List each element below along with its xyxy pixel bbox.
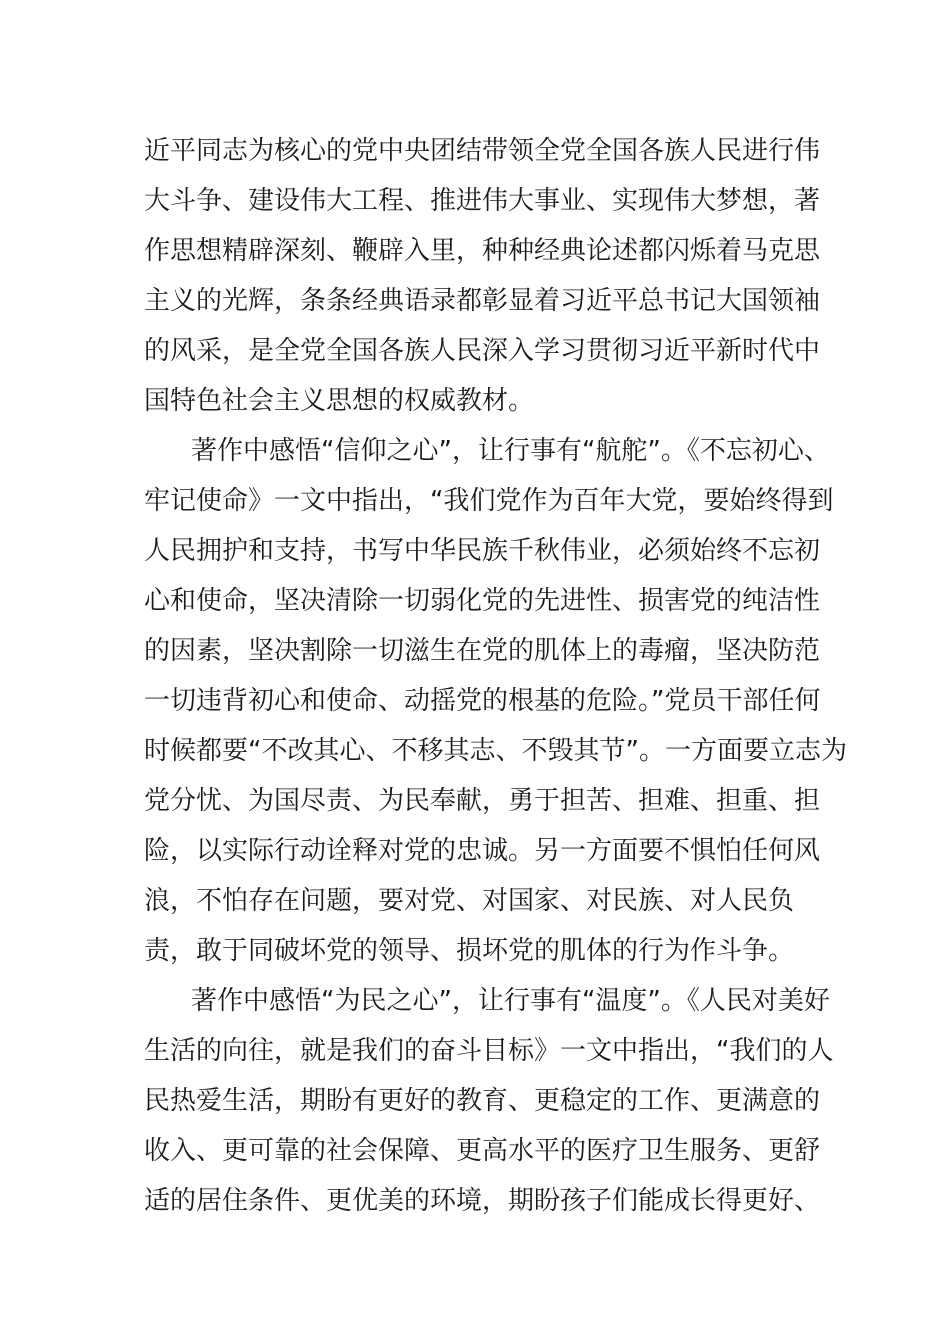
text-line: 民热爱生活，期盼有更好的教育、更稳定的工作、更满意的 <box>144 1086 821 1116</box>
text-line: 人民拥护和支持，书写中华民族千秋伟业，必须始终不忘初 <box>144 536 821 566</box>
text-line: 险，以实际行动诠释对党的忠诚。另一方面要不惧怕任何风 <box>144 836 821 866</box>
text-line: 主义的光辉，条条经典语录都彰显着习近平总书记大国领袖 <box>144 286 821 316</box>
text-line: 收入、更可靠的社会保障、更高水平的医疗卫生服务、更舒 <box>144 1136 821 1166</box>
text-line: 时候都要“不改其心、不移其志、不毁其节”。一方面要立志为 <box>144 736 847 766</box>
paragraph-first-line: 著作中感悟“为民之心”，让行事有“温度”。《人民对美好 <box>191 986 830 1016</box>
paragraph-first-line: 著作中感悟“信仰之心”，让行事有“航舵”。《不忘初心、 <box>191 436 830 466</box>
text-line: 生活的向往，就是我们的奋斗目标》一文中指出，“我们的人 <box>144 1036 834 1066</box>
text-line: 党分忧、为国尽责、为民奉献，勇于担苦、担难、担重、担 <box>144 786 821 816</box>
text-line: 大斗争、建设伟大工程、推进伟大事业、实现伟大梦想，著 <box>144 186 821 216</box>
text-line: 一切违背初心和使命、动摇党的根基的危险。”党员干部任何 <box>144 686 821 716</box>
text-line: 牢记使命》一文中指出，“我们党作为百年大党，要始终得到 <box>144 486 834 516</box>
text-line: 作思想精辟深刻、鞭辟入里，种种经典论述都闪烁着马克思 <box>144 236 821 266</box>
text-line: 心和使命，坚决清除一切弱化党的先进性、损害党的纯洁性 <box>144 586 821 616</box>
text-line: 适的居住条件、更优美的环境，期盼孩子们能成长得更好、 <box>144 1186 821 1216</box>
text-line: 近平同志为核心的党中央团结带领全党全国各族人民进行伟 <box>144 136 821 166</box>
text-line: 责，敢于同破坏党的领导、损坏党的肌体的行为作斗争。 <box>144 936 795 966</box>
text-line: 浪，不怕存在问题，要对党、对国家、对民族、对人民负 <box>144 886 795 916</box>
text-line: 的因素，坚决割除一切滋生在党的肌体上的毒瘤，坚决防范 <box>144 636 821 666</box>
text-line: 的风采，是全党全国各族人民深入学习贯彻习近平新时代中 <box>144 336 821 366</box>
body-text <box>144 126 847 1226</box>
text-line: 国特色社会主义思想的权威教材。 <box>144 386 535 416</box>
